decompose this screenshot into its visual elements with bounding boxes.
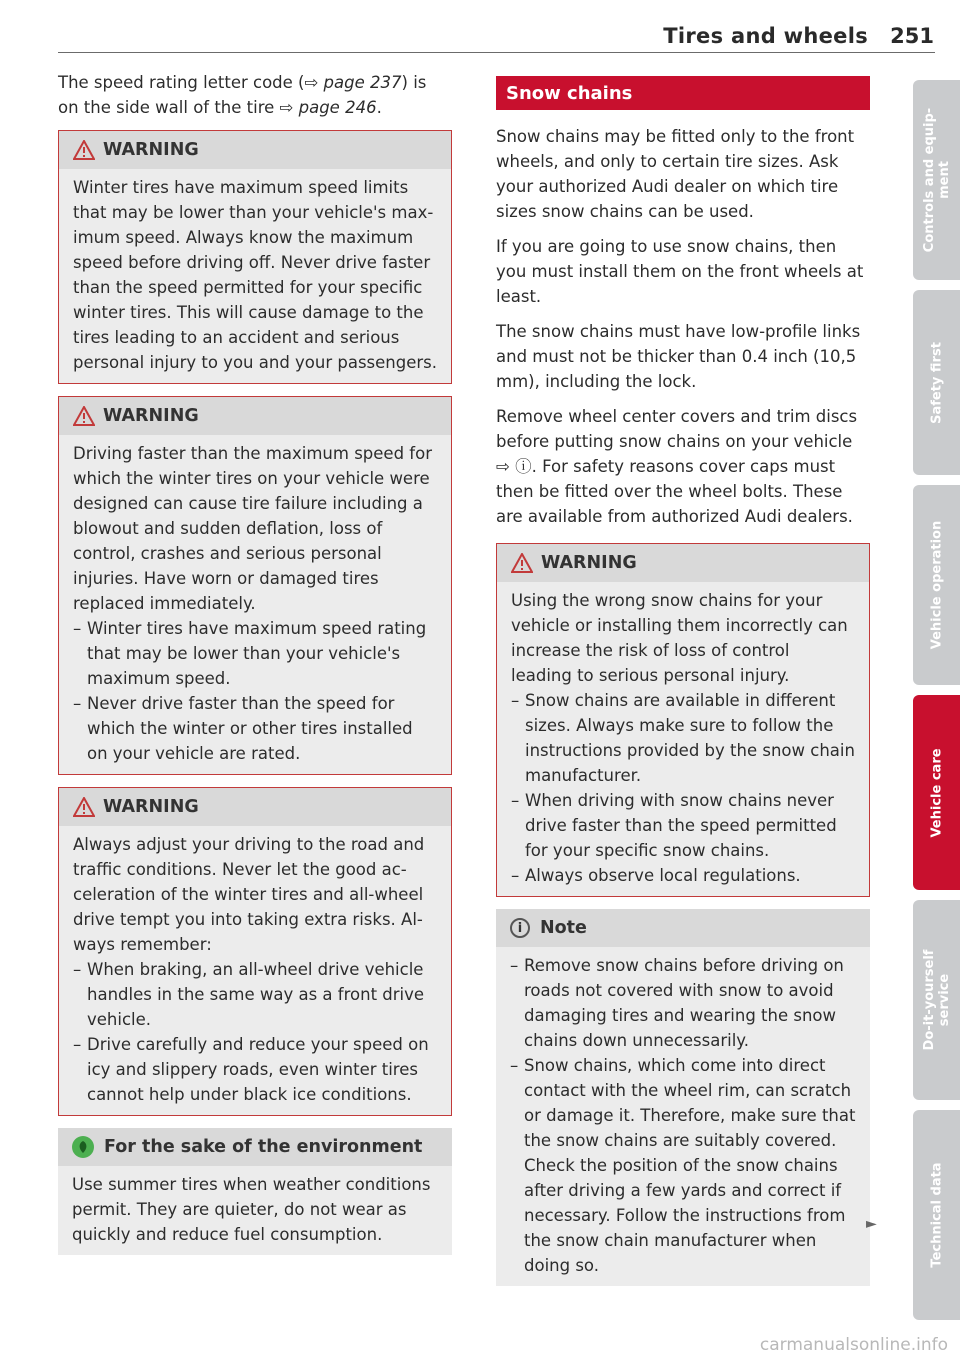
intro-paragraph: The speed rating letter code (⇨ page 237) is on the side wall of the tire ⇨ page 246. bbox=[58, 73, 427, 117]
warning-title: WARNING bbox=[103, 406, 199, 426]
list-item: – When driving with snow chains never drive faster than the speed permitted for your specific snow chains. bbox=[511, 788, 855, 863]
list-item: – Winter tires have maximum speed rating that may be lower than your vehicle's maximum speed. bbox=[73, 616, 437, 691]
warning-header bbox=[497, 544, 869, 582]
list-item: – Remove snow chains before driving on roads not covered with snow to avoid damaging tires and wearing the snow chains down unnecessarily. bbox=[510, 953, 856, 1053]
tab-controls-and-equipment[interactable]: Controls and equip- ment bbox=[913, 80, 960, 280]
warning-box bbox=[58, 130, 452, 384]
list-item: – Always observe local regulations. bbox=[511, 863, 855, 888]
paragraph: If you are going to use snow chains, then you must install them on the front wheels at least. bbox=[496, 237, 864, 306]
warning-triangle-icon bbox=[73, 797, 95, 817]
warning-title: WARNING bbox=[103, 797, 199, 817]
warning-header bbox=[59, 131, 451, 169]
warning-box bbox=[496, 543, 870, 897]
list-item: – Snow chains, which come into direct contact with the wheel rim, can scratch or damage it. Therefore, make sure that the snow chains are suitably covered. Check the position of the snow chains after driving a few yards and correct if necessary. Follow the instructions from the snow chain manufacturer when doing so. bbox=[510, 1053, 856, 1278]
header-rule bbox=[58, 52, 935, 53]
tab-vehicle-operation[interactable]: Vehicle operation bbox=[913, 485, 960, 685]
tab-vehicle-care[interactable]: Vehicle care bbox=[913, 695, 960, 890]
page-reference-link[interactable]: ⇨ page 237 bbox=[304, 73, 402, 92]
environment-title: For the sake of the environment bbox=[104, 1137, 423, 1157]
warning-title: WARNING bbox=[103, 140, 199, 160]
warning-text: Always adjust your driving to the road and traffic conditions. Never let the good acceleration of the winter tires and all-wheel drive tempt you into taking extra risks. Always remember: bbox=[73, 835, 425, 954]
tab-do-it-yourself-service[interactable]: Do-it-yourself service bbox=[913, 900, 960, 1100]
warning-triangle-icon bbox=[73, 140, 95, 160]
note-header bbox=[496, 909, 870, 947]
environment-header bbox=[58, 1128, 452, 1166]
list-item: – Never drive faster than the speed for which the winter or other tires installed on your vehicle are rated. bbox=[73, 691, 437, 766]
paragraph: Snow chains may be fitted only to the front wheels, and only to certain tire sizes. Ask your authorized Audi dealer on which tire sizes snow chains can be used. bbox=[496, 127, 855, 221]
tab-safety-first[interactable]: Safety first bbox=[913, 290, 960, 475]
warning-title: WARNING bbox=[541, 553, 637, 573]
page-reference-link[interactable]: ⇨ page 246 bbox=[279, 98, 377, 117]
info-circle-icon: i bbox=[510, 918, 530, 938]
warning-triangle-icon bbox=[73, 406, 95, 426]
section-title: Snow chains bbox=[496, 76, 870, 110]
list-item: – When braking, an all-wheel drive vehicle handles in the same way as a front drive vehicle. bbox=[73, 957, 437, 1032]
warning-box bbox=[58, 396, 452, 775]
tab-technical-data[interactable]: Technical data bbox=[913, 1110, 960, 1320]
environment-leaf-icon bbox=[72, 1136, 94, 1158]
right-column bbox=[496, 76, 870, 1298]
continue-arrow-icon: ► bbox=[866, 1216, 877, 1232]
note-title: Note bbox=[540, 918, 587, 938]
list-item: – Snow chains are available in different sizes. Always make sure to follow the instructions provided by the snow chain manufacturer. bbox=[511, 688, 855, 788]
warning-text: Using the wrong snow chains for your vehicle or installing them incorrectly can increase the risk of loss of control leading to serious personal injury. bbox=[511, 591, 848, 685]
warning-header bbox=[59, 788, 451, 826]
environment-box bbox=[58, 1128, 452, 1255]
page-number: 251 bbox=[890, 24, 934, 48]
paragraph: Remove wheel center covers and trim discs before putting snow chains on your vehicle ⇨ ⓘ. For safety reasons cover caps must then be fitted over the wheel bolts. These are available from authorized Audi dealers. bbox=[496, 407, 858, 526]
list-item: – Drive carefully and reduce your speed on icy and slippery roads, even winter tires cannot help under black ice conditions. bbox=[73, 1032, 437, 1107]
paragraph: The snow chains must have low-profile links and must not be thicker than 0.4 inch (10,5 mm), including the lock. bbox=[496, 322, 861, 391]
note-reference-link[interactable]: ⇨ ⓘ bbox=[496, 457, 532, 476]
warning-text: Driving faster than the maximum speed for which the winter tires on your vehicle were designed can cause tire failure including a blowout and sudden deflation, loss of control, crashes and serious personal injuries. Have worn or damaged tires replaced immediately. bbox=[73, 444, 432, 613]
footer-watermark: carmanualsonline.info bbox=[759, 1335, 948, 1355]
left-column bbox=[58, 70, 452, 1267]
note-box bbox=[496, 909, 870, 1286]
warning-triangle-icon bbox=[511, 553, 533, 573]
running-header-title: Tires and wheels bbox=[663, 24, 868, 48]
warning-box bbox=[58, 787, 452, 1116]
warning-text: Winter tires have maximum speed limits that may be lower than your vehicle's maximum speed. Always know the maximum speed before driving off. Never drive faster than the speed permitted for your specific winter tires. This will cause damage to the tires leading to an accident and serious personal injury to you and your passengers. bbox=[73, 178, 438, 372]
environment-text: Use summer tires when weather conditions permit. They are quieter, do not wear as quickly and reduce fuel consumption. bbox=[72, 1175, 431, 1244]
warning-header bbox=[59, 397, 451, 435]
